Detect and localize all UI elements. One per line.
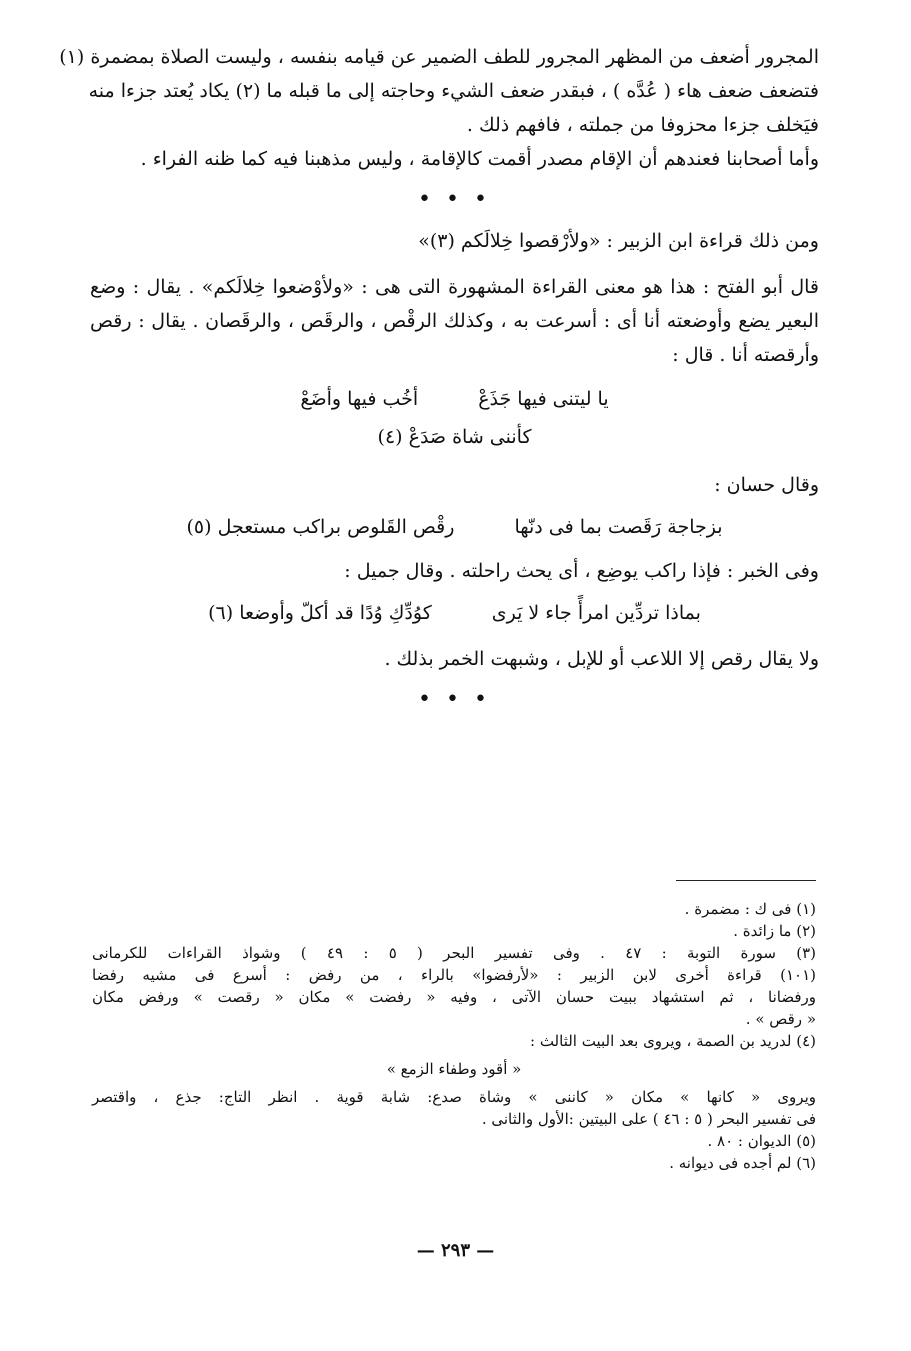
verse-hemistich: كأننى شاة صَدَعْ (٤) xyxy=(377,426,532,448)
footnote: (٣) سورة التوبة : ٤٧ . وفى تفسير البحر ( ٥ : ٤٩ ) وشواذ القراءات للكرمانى xyxy=(92,944,816,962)
text-line: ولا يقال رقص إلا اللاعب أو للإبل ، وشبهت الخمر بذلك . xyxy=(384,648,819,670)
footnote: (٤) لدريد بن الصمة ، ويروى بعد البيت الثالث : xyxy=(530,1032,816,1050)
footnote: ويروى « كانها » مكان « كاننى » وشاة صدع: شابة قوية . انظر التاج: جذع ، واقتصر xyxy=(92,1088,816,1106)
footnote: ورفضانا ، ثم استشهاد ببيت حسان الآتى ، وفيه « رفضت » مكان « رقصت » ورفض مكان xyxy=(92,988,816,1006)
text-line: وقال حسان : xyxy=(714,474,819,496)
text-line: وفى الخبر : فإذا راكب يوضِع ، أى يحث راحلته . وقال جميل : xyxy=(344,560,819,582)
poem-verse xyxy=(90,594,819,632)
verse-hemistich-left: أخُب فيها وأضَعْ xyxy=(300,388,419,410)
text-line: وأرقصته أنا . قال : xyxy=(672,344,819,366)
text-line: البعير يضع وأوضعته أنا أى : أسرعت به ، وكذلك الرقْص ، والرقَص ، والرقَصان . يقال : رقص xyxy=(90,310,819,332)
verse-hemistich-right: بماذا تردِّين امرأً جاء لا يَرى xyxy=(491,602,701,624)
text-line: فيَخلف جزءا محزوفا من جملته ، فافهم ذلك . xyxy=(466,114,819,136)
text-line: وأما أصحابنا فعندهم أن الإقام مصدر أقمت كالإقامة ، وليس مذهبنا فيه كما ظنه الفراء . xyxy=(140,148,819,170)
section-separator: • • • xyxy=(418,187,491,212)
footnote: فى تفسير البحر ( ٥ : ٤٦ ) على البيتين :الأول والثانى . xyxy=(481,1110,816,1128)
footnote-verse: « أقود وطفاء الزمع » xyxy=(386,1060,522,1078)
verse-hemistich-left: رقْص القَلوص براكب مستعجل (٥) xyxy=(186,516,455,538)
section-separator: • • • xyxy=(418,687,491,712)
poem-verse xyxy=(90,508,819,546)
verse-hemistich-right: يا ليتنى فيها جَذَعْ xyxy=(478,388,609,410)
page-number: — ٢٩٣ — xyxy=(416,1240,495,1261)
footnote: « رقص » . xyxy=(745,1010,816,1028)
footnote: (٢) ما زائدة . xyxy=(733,922,816,940)
footnote: (١) فى ك : مضمرة . xyxy=(684,900,816,918)
footnote: (٦) لم أجده فى ديوانه . xyxy=(669,1154,816,1172)
verse-hemistich-right: بزجاجة رَقَصت بما فى دنّها xyxy=(514,516,723,538)
text-line: قال أبو الفتح : هذا هو معنى القراءة المشهورة التى هى : «ولأوْضعوا خِلالَكم» . يقال : وضع xyxy=(90,276,819,298)
footnote: (١٠١) قراءة أخرى لابن الزبير : «لأرفضوا» بالراء ، من رفض : أسرع فى مشيه رفضا xyxy=(92,966,816,984)
poem-verse xyxy=(90,418,819,456)
footnotes xyxy=(92,880,816,1174)
footnote: (٥) الديوان : ٨٠ . xyxy=(707,1132,816,1150)
poem-verse xyxy=(90,380,819,418)
main-text xyxy=(59,40,819,724)
text-line: المجرور أضعف من المظهر المجرور للطف الضمير عن قيامه بنفسه ، وليست الصلاة بمضمرة (١) xyxy=(59,46,819,68)
verse-hemistich-left: كوُدِّكِ وُدًا قد أكلّ وأوضعا (٦) xyxy=(208,602,432,624)
text-line: فتضعف ضعف هاء ( عُدَّه ) ، فبقدر ضعف الشيء وحاجته إلى ما قبله ما (٢) يكاد يُعتد جزءا منه xyxy=(88,80,819,102)
quote-intro: ومن ذلك قراءة ابن الزبير : «ولأرْقصوا خِلالَكم (٣)» xyxy=(418,230,819,252)
